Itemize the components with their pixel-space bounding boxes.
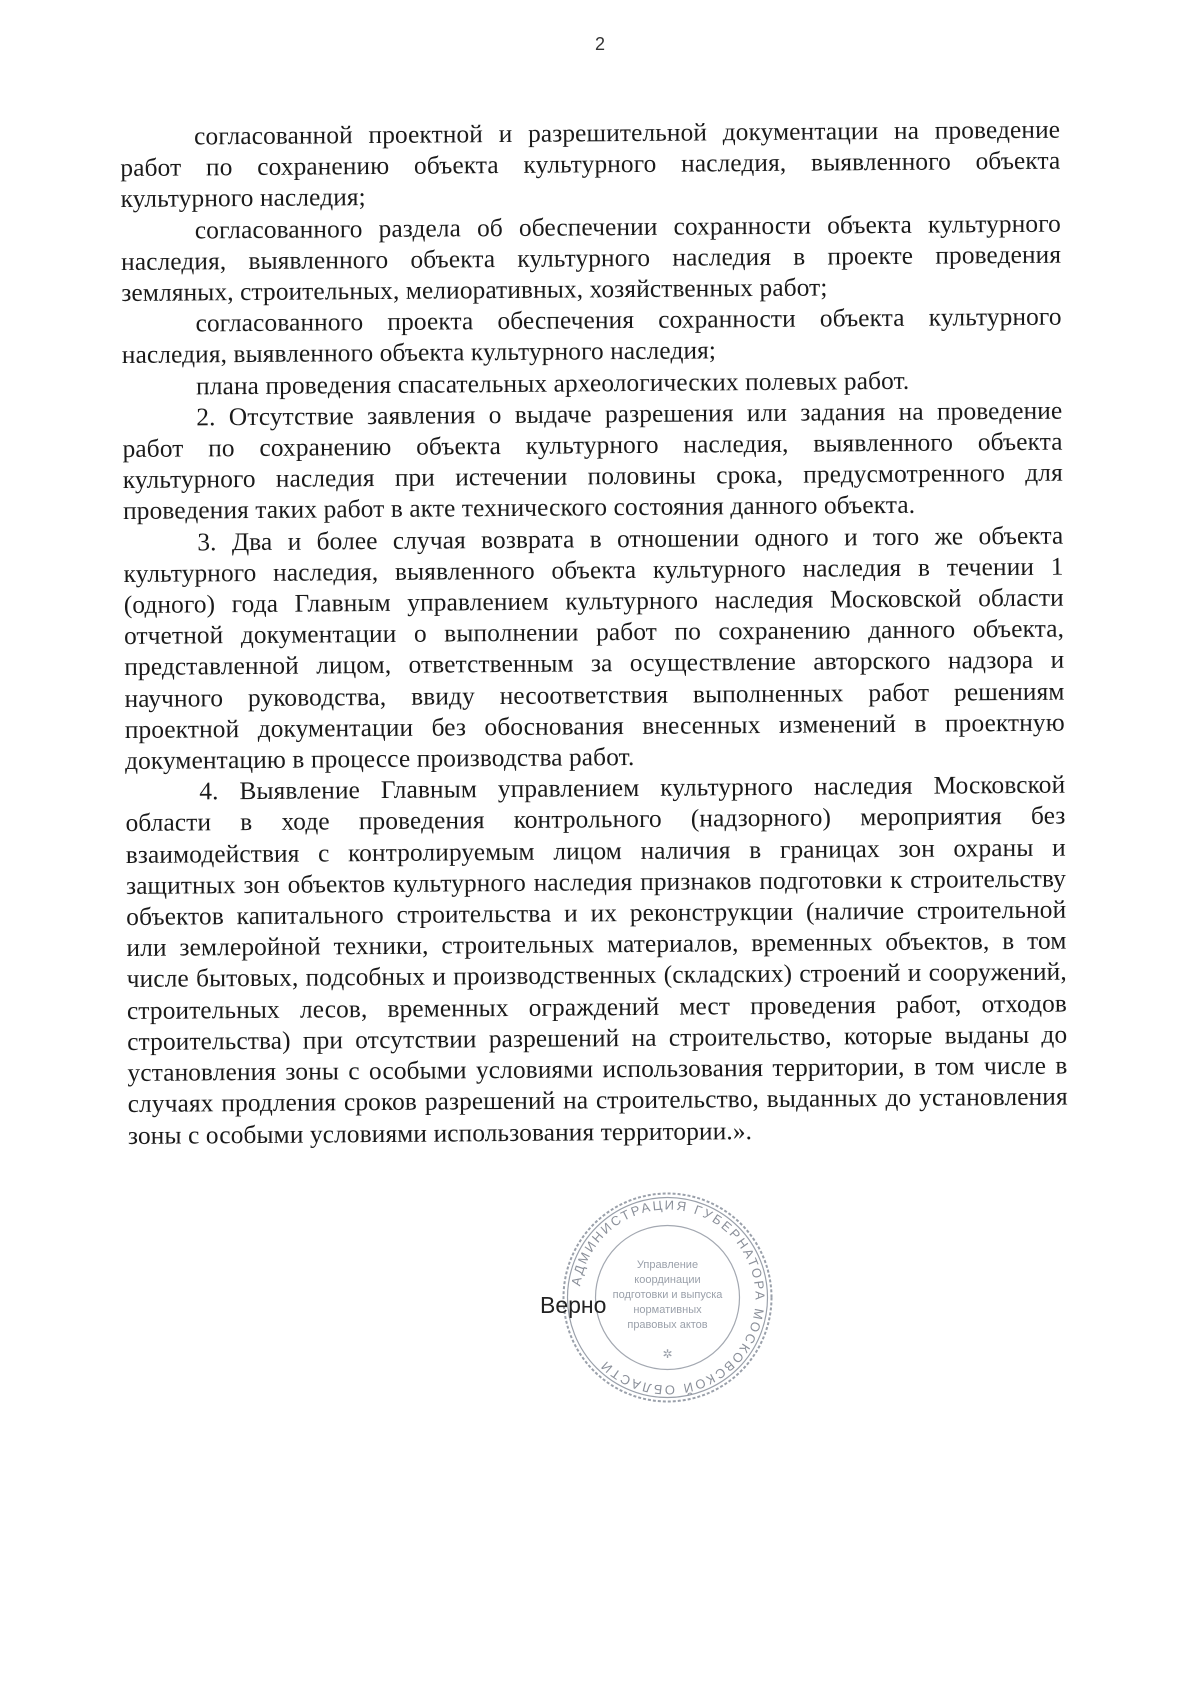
star-icon: ✲ bbox=[662, 1347, 673, 1361]
svg-text:координации: координации bbox=[634, 1274, 701, 1286]
paragraph: 2. Отсутствие заявления о выдаче разрешения или задания на проведение работ по сохранению объекта культурного наследия, выявленного объекта культурного наследия при истечении половины срока, предусмотренного для проведения таких работ в акте технического состояния данного объекта. bbox=[122, 396, 1063, 526]
svg-text:нормативных: нормативных bbox=[633, 1304, 702, 1316]
stamp-inner-text bbox=[613, 1259, 724, 1331]
certification-label: Верно bbox=[540, 1292, 607, 1318]
document-body bbox=[120, 115, 1068, 1152]
paragraph: 4. Выявление Главным управлением культурного наследия Московской области в ходе проведения контрольного (надзорного) мероприятия без взаимодействия с контролируемым лицом наличия в границах зон охраны и защитных зон объектов культурного наследия признаков подготовки к строительству объектов капитального строительства и их реконструкции (наличие строительной или землеройной техники, строительных материалов, временных объектов, в том числе бытовых, подсобных и производственных (складских) строений и сооружений, строительных лесов, временных ограждений мест проведения работ, отходов строительства) при отсутствии разрешений на строительство, которые выданы до установления зоны с особыми условиями использования территории, в том числе в случаях продления сроков разрешений на строительство, выданных до установления зоны с особыми условиями использования территории.». bbox=[125, 770, 1068, 1150]
svg-text:правовых актов: правовых актов bbox=[627, 1319, 708, 1331]
stamp-outer-text: АДМИНИСТРАЦИЯ ГУБЕРНАТОРА МОСКОВСКОЙ ОБЛАСТИ bbox=[568, 1197, 768, 1398]
paragraph: согласованного раздела об обеспечении сохранности объекта культурного наследия, выявленного объекта культурного наследия в проекте проведения земляных, строительных, мелиоративных, хозяйственных работ; bbox=[120, 209, 1062, 308]
paragraph: 3. Два и более случая возврата в отношении одного и того же объекта культурного наследия, выявленного объекта культурного наследия в течении 1 (одного) года Главным управлением культурного наследия Московской области отчетной документации о выполнении работ по сохранению данного объекта, представленной лицом, ответственным за осуществление авторского надзора и научного руководства, ввиду несоответствия выполненных работ решениям проектной документации без обоснования внесенных изменений в проектную документацию в процессе производства работ. bbox=[123, 521, 1065, 776]
page-number: 2 bbox=[594, 34, 605, 54]
paragraph: плана проведения спасательных археологических полевых работ. bbox=[195, 366, 910, 401]
paragraph: согласованной проектной и разрешительной документации на проведение работ по сохранению объекта культурного наследия, выявленного объекта культурного наследия; bbox=[120, 115, 1061, 214]
paragraph: согласованного проекта обеспечения сохранности объекта культурного наследия, выявленного объекта культурного наследия; bbox=[121, 302, 1062, 370]
svg-text:Управление: Управление bbox=[636, 1259, 699, 1271]
svg-text:подготовки и выпуска: подготовки и выпуска bbox=[612, 1289, 723, 1301]
